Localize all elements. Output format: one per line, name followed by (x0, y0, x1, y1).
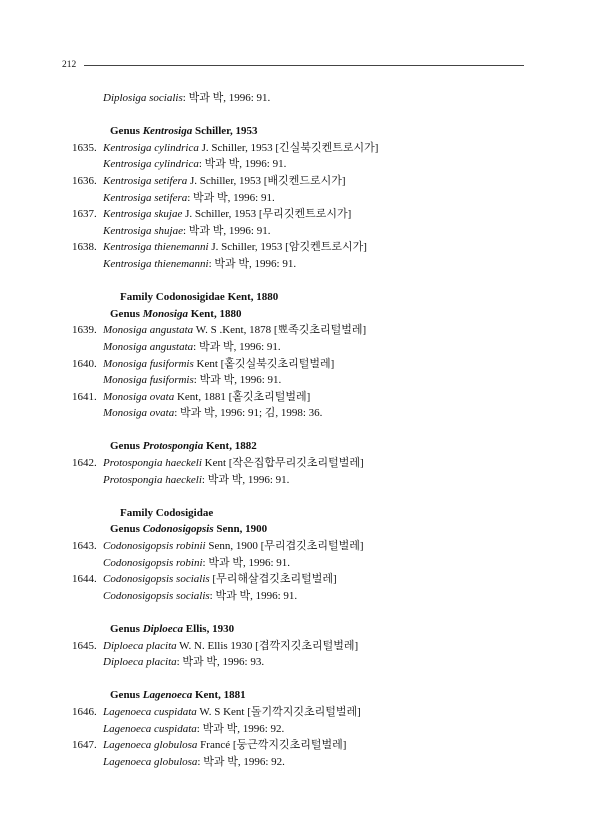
species-author: J. Schiller, 1953 [암깃켄트로시가] (208, 241, 367, 254)
synonym-line: Lagenoeca globulosa: 박과 박, 1996: 92. (103, 755, 285, 768)
genus-heading: Genus Diploeca Ellis, 1930 (110, 623, 235, 635)
entry-number: 1644. (72, 573, 97, 586)
page-number: 212 (62, 60, 77, 70)
species-entry (72, 140, 542, 157)
species-entry (72, 737, 542, 754)
entry-number: 1641. (72, 390, 97, 403)
species-entry (72, 538, 542, 555)
species-author: J. Schiller, 1953 [긴실북깃켄트로시가] (198, 141, 379, 154)
genus-name: Lagenoeca (142, 689, 193, 702)
species-entry (72, 356, 542, 373)
species-author: J. Schiller, 1953 [배깃켄드로시가] (187, 174, 346, 187)
header-rule (84, 65, 524, 66)
genus-name: Codonosigopsis (142, 523, 214, 536)
species-name: Monosiga fusiformis (103, 357, 194, 370)
entry-number: 1643. (72, 540, 97, 553)
species-name: Kentrosiga thienemanni (103, 241, 209, 254)
reference: : 박과 박, 1996: 91. (182, 92, 271, 104)
species-entry (72, 571, 542, 588)
taxon-list (72, 90, 542, 770)
genus-name: Protospongia (142, 440, 204, 453)
synonym-line: Kentrosiga cylindrica: 박과 박, 1996: 91. (103, 158, 287, 171)
species-author: Francé [둥근깍지깃초리털벌레] (197, 739, 347, 752)
page-header (62, 58, 524, 72)
genus-name: Kentrosiga (142, 125, 193, 138)
species-author: Kent [홑깃실북깃초리털벌레] (193, 357, 335, 370)
genus-heading: Genus Kentrosiga Schiller, 1953 (110, 125, 258, 138)
synonym-line: Kentrosiga shujae: 박과 박, 1996: 91. (103, 224, 271, 237)
genus-heading: Genus Lagenoeca Kent, 1881 (110, 689, 246, 702)
species-name: Monosiga angustata (103, 324, 194, 337)
species-entry (72, 206, 542, 223)
species-name: Lagenoeca cuspidata (103, 705, 197, 718)
species-name: Kentrosiga skujae (103, 208, 183, 221)
species-name: Lagenoeca globulosa (103, 739, 198, 752)
synonym-line: Monosiga angustata: 박과 박, 1996: 91. (103, 340, 281, 353)
synonym-line (72, 90, 542, 107)
species-author: [무리해살겹깃초리털벌레] (209, 573, 337, 586)
species-author: Senn, 1900 [무리겹깃초리털벌레] (205, 540, 364, 553)
entry-number: 1636. (72, 174, 97, 187)
species-entry (72, 638, 542, 655)
genus-heading: Genus Monosiga Kent, 1880 (110, 307, 242, 320)
synonym-line: Lagenoeca cuspidata: 박과 박, 1996: 92. (103, 722, 285, 735)
synonym-line: Diploeca placita: 박과 박, 1996: 93. (103, 656, 265, 669)
family-heading: Family Codonosigidae Kent, 1880 (120, 291, 279, 304)
synonym-line: Protospongia haeckeli: 박과 박, 1996: 91. (103, 473, 290, 486)
species-name: Codonosigopsis robinii (103, 540, 206, 553)
species-entry (72, 239, 542, 256)
genus-heading: Genus Protospongia Kent, 1882 (110, 440, 257, 453)
species-author: Kent, 1881 [홑깃초리털벌레] (174, 390, 311, 403)
genus-name: Monosiga (142, 307, 188, 320)
synonym-line: Monosiga fusiformis: 박과 박, 1996: 91. (103, 374, 282, 387)
species-entry (72, 322, 542, 339)
taxon-name: Diplosiga socialis (103, 92, 183, 104)
species-author: W. S Kent [돌기깍지깃초리털벌레] (196, 705, 361, 718)
species-entry (72, 173, 542, 190)
synonym-line: Codonosigopsis socialis: 박과 박, 1996: 91. (103, 589, 298, 602)
family-heading: Family Codosigidae (120, 506, 214, 519)
species-entry (72, 389, 542, 406)
species-name: Codonosigopsis socialis (103, 573, 210, 586)
species-name: Monosiga ovata (103, 390, 175, 403)
genus-name: Diploeca (142, 623, 184, 635)
entry-number: 1646. (72, 705, 97, 718)
synonym-line: Monosiga ovata: 박과 박, 1996: 91; 김, 1998: 36. (103, 407, 323, 420)
entry-number: 1635. (72, 141, 97, 154)
species-name: Kentrosiga setifera (103, 174, 188, 187)
species-name: Protospongia haeckeli (103, 457, 202, 470)
entry-number: 1637. (72, 208, 97, 221)
synonym-line: Kentrosiga thienemanni: 박과 박, 1996: 91. (103, 257, 297, 270)
synonym-line: Kentrosiga setifera: 박과 박, 1996: 91. (103, 191, 275, 204)
species-author: W. N. Ellis 1930 [겹깍지깃초리털벌레] (176, 639, 359, 652)
species-entry (72, 704, 542, 721)
synonym-line: Codonosigopsis robini: 박과 박, 1996: 91. (103, 556, 291, 569)
entry-number: 1645. (72, 639, 97, 652)
species-name: Diploeca placita (103, 639, 177, 652)
species-author: Kent [작은집합무리깃초리털벌레] (201, 457, 364, 470)
species-author: J. Schiller, 1953 [무리깃켄트로시가] (182, 208, 352, 221)
species-name: Kentrosiga cylindrica (103, 141, 199, 154)
species-entry (72, 455, 542, 472)
genus-heading: Genus Codonosigopsis Senn, 1900 (110, 523, 268, 536)
entry-number: 1642. (72, 457, 97, 470)
entry-number: 1638. (72, 241, 97, 254)
species-author: W. S .Kent, 1878 [뾰족깃초리털벌레] (193, 324, 367, 337)
entry-number: 1640. (72, 357, 97, 370)
entry-number: 1647. (72, 739, 97, 752)
entry-number: 1639. (72, 324, 97, 337)
